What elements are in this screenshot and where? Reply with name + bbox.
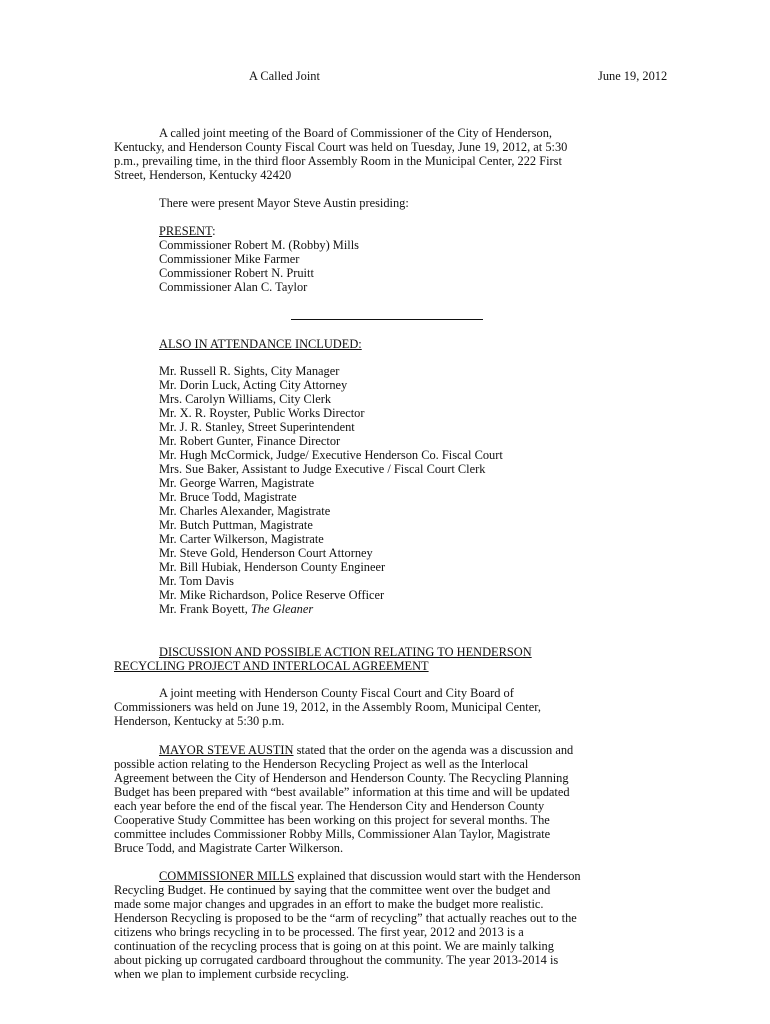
paragraph-line: Budget has been prepared with “best available” information at this time and will be updated <box>114 785 570 799</box>
paragraph-line: Bruce Todd, and Magistrate Carter Wilkerson. <box>114 841 344 855</box>
intro-line: Street, Henderson, Kentucky 42420 <box>114 168 292 182</box>
attendance-list <box>159 364 503 616</box>
mills-paragraph <box>114 869 678 981</box>
present-member: Commissioner Robert M. (Robby) Mills <box>159 238 359 252</box>
attendee: Mr. Bruce Todd, Magistrate <box>159 490 297 504</box>
paragraph-line <box>114 743 678 757</box>
intro-line: A called joint meeting of the Board of Commissioner of the City of Henderson, <box>159 126 552 140</box>
paragraph-line <box>114 869 678 883</box>
present-heading <box>159 224 359 238</box>
attendee: Mr. Carter Wilkerson, Magistrate <box>159 532 324 546</box>
present-section <box>159 224 359 294</box>
paragraph-line: each year before the end of the fiscal year. The Henderson City and Henderson County <box>114 799 545 813</box>
intro-line: p.m., prevailing time, in the third floor Assembly Room in the Municipal Center, 222 First <box>114 154 562 168</box>
paragraph-line: committee includes Commissioner Robby Mills, Commissioner Alan Taylor, Magistrate <box>114 827 551 841</box>
speaker-name: COMMISSIONER MILLS <box>159 869 295 883</box>
paragraph-line: Recycling Budget. He continued by saying that the committee went over the budget and <box>114 883 551 897</box>
attendee: Mr. Dorin Luck, Acting City Attorney <box>159 378 348 392</box>
paragraph-line: about picking up corrugated cardboard throughout the community. The year 2013-2014 is <box>114 953 559 967</box>
attendee: Mr. George Warren, Magistrate <box>159 476 315 490</box>
attendee: Mrs. Carolyn Williams, City Clerk <box>159 392 332 406</box>
separator-line <box>291 319 483 320</box>
paragraph-line: continuation of the recycling process that is going on at this point. We are mainly talking <box>114 939 554 953</box>
discussion-heading <box>114 645 678 673</box>
paragraph-line: Henderson, Kentucky at 5:30 p.m. <box>114 714 285 728</box>
attendance-heading: ALSO IN ATTENDANCE INCLUDED: <box>159 337 362 351</box>
speaker-name: MAYOR STEVE AUSTIN <box>159 743 294 757</box>
paragraph-line: made some major changes and upgrades in an effort to make the budget more realistic. <box>114 897 544 911</box>
attendee: Mr. Steve Gold, Henderson Court Attorney <box>159 546 373 560</box>
attendee: Mr. J. R. Stanley, Street Superintendent <box>159 420 355 434</box>
attendee: Mr. Mike Richardson, Police Reserve Officer <box>159 588 385 602</box>
present-member: Commissioner Alan C. Taylor <box>159 280 308 294</box>
paragraph-line: A joint meeting with Henderson County Fiscal Court and City Board of <box>159 686 514 700</box>
header-title: A Called Joint <box>249 69 320 83</box>
attendee: Mr. X. R. Royster, Public Works Director <box>159 406 365 420</box>
intro-paragraph <box>114 126 678 182</box>
attendee: Mr. Robert Gunter, Finance Director <box>159 434 341 448</box>
paragraph-line: Commissioners was held on June 19, 2012, in the Assembly Room, Municipal Center, <box>114 700 541 714</box>
intro-line: Kentucky, and Henderson County Fiscal Court was held on Tuesday, June 19, 2012, at 5:30 <box>114 140 568 154</box>
present-label: PRESENT <box>159 224 213 238</box>
present-member: Commissioner Mike Farmer <box>159 252 300 266</box>
paragraph-line: citizens who brings recycling in to be processed. The first year, 2012 and 2013 is a <box>114 925 524 939</box>
paragraph-text: stated that the order on the agenda was a discussion and <box>293 743 574 757</box>
joint-meeting-paragraph <box>114 686 678 728</box>
header-date: June 19, 2012 <box>598 69 668 83</box>
attendee: Mr. Tom Davis <box>159 574 234 588</box>
paragraph-line: Agreement between the City of Henderson and Henderson County. The Recycling Planning <box>114 771 569 785</box>
attendee: Mr. Hugh McCormick, Judge/ Executive Henderson Co. Fiscal Court <box>159 448 503 462</box>
paragraph-line: Henderson Recycling is proposed to be the “arm of recycling” that actually reaches out to the <box>114 911 577 925</box>
paragraph-line: possible action relating to the Henderson Recycling Project as well as the Interlocal <box>114 757 529 771</box>
mayor-paragraph <box>114 743 678 855</box>
attendee-affiliation: The Gleaner <box>250 602 314 616</box>
discussion-heading-line: RECYCLING PROJECT AND INTERLOCAL AGREEMENT <box>114 659 429 673</box>
paragraph-line: Cooperative Study Committee has been working on this project for several months. The <box>114 813 550 827</box>
attendee <box>159 602 503 616</box>
attendee: Mr. Charles Alexander, Magistrate <box>159 504 331 518</box>
attendee: Mrs. Sue Baker, Assistant to Judge Executive / Fiscal Court Clerk <box>159 462 486 476</box>
attendee-name: Mr. Frank Boyett, <box>159 602 251 616</box>
attendee: Mr. Russell R. Sights, City Manager <box>159 364 340 378</box>
present-colon: : <box>212 224 216 238</box>
presiding-statement: There were present Mayor Steve Austin presiding: <box>159 196 409 210</box>
attendee: Mr. Butch Puttman, Magistrate <box>159 518 313 532</box>
paragraph-text: explained that discussion would start with the Henderson <box>294 869 581 883</box>
attendee: Mr. Bill Hubiak, Henderson County Engineer <box>159 560 386 574</box>
paragraph-line: when we plan to implement curbside recycling. <box>114 967 350 981</box>
discussion-heading-line: DISCUSSION AND POSSIBLE ACTION RELATING TO HENDERSON <box>159 645 532 659</box>
present-member: Commissioner Robert N. Pruitt <box>159 266 314 280</box>
